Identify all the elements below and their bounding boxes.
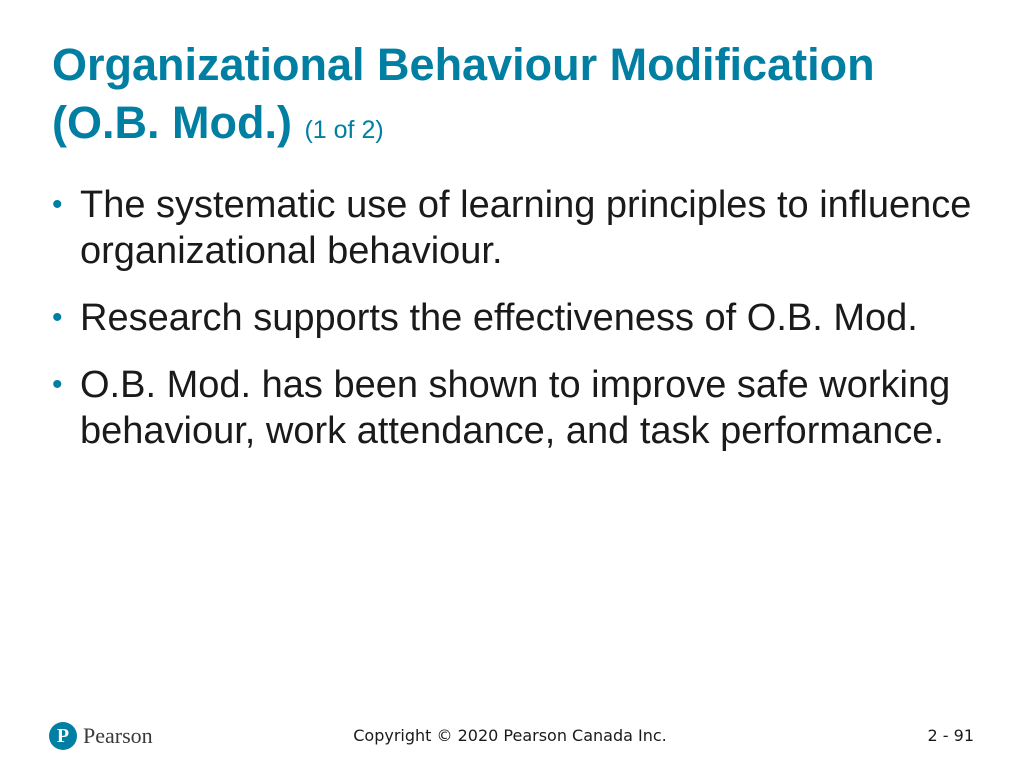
bullet-dot-icon: •: [52, 301, 63, 334]
bullet-text: The systematic use of learning principles to influence organizational behaviour.: [80, 184, 972, 272]
bullet-text: O.B. Mod. has been shown to improve safe working behaviour, work attendance, and task performance.: [80, 364, 951, 452]
bullet-item: [52, 182, 982, 274]
bullet-item: [52, 295, 982, 341]
bullet-dot-icon: •: [52, 188, 63, 221]
bullet-list: [52, 182, 982, 475]
bullet-text: Research supports the effectiveness of O.B. Mod.: [80, 297, 918, 339]
copyright-notice: Copyright © 2020 Pearson Canada Inc.: [353, 726, 667, 745]
pearson-logo: [49, 719, 153, 753]
bullet-item: [52, 362, 982, 454]
pearson-logo-icon: P: [49, 722, 77, 750]
slide-title: [52, 36, 992, 159]
title-text: Organizational Behaviour Modification (O.B. Mod.): [52, 39, 875, 148]
title-suffix: (1 of 2): [304, 116, 384, 144]
page-number: 2 - 91: [927, 726, 974, 745]
pearson-logo-text: Pearson: [83, 723, 153, 748]
bullet-dot-icon: •: [52, 368, 63, 401]
